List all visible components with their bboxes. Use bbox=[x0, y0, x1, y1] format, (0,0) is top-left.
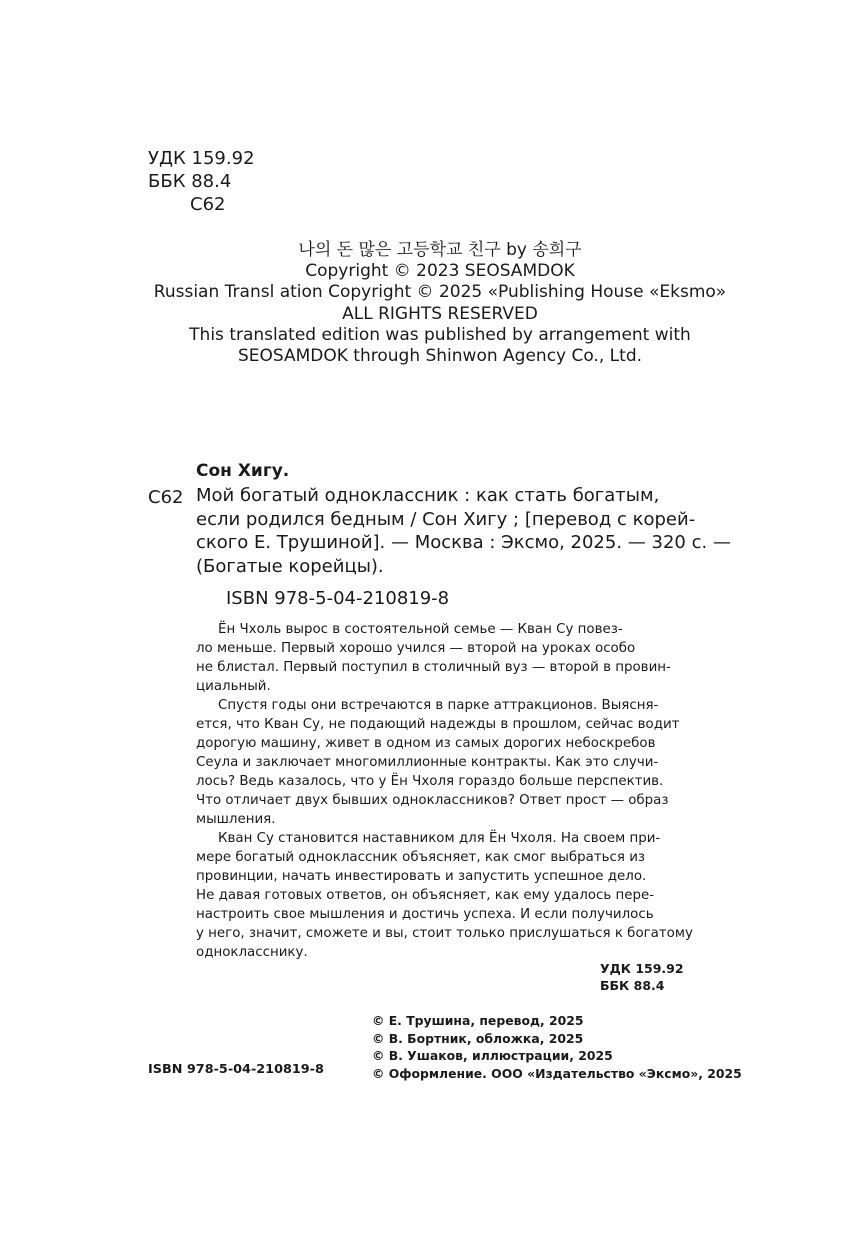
credit-line: © Е. Трушина, перевод, 2025 bbox=[372, 1013, 584, 1028]
annotation-line: Спустя годы они встречаются в парке аттракционов. Выясня- bbox=[218, 698, 659, 713]
annotation-line: лось? Ведь казалось, что у Ён Чхоля гораздо больше перспектив. bbox=[196, 774, 664, 789]
annotation-paragraph bbox=[196, 620, 726, 696]
annotation-line: дорогую машину, живет в одном из самых дорогих небоскребов bbox=[196, 736, 656, 751]
annotation-line: Сеула и заключает многомиллионные контракты. Как это случи- bbox=[196, 755, 659, 770]
annotation-paragraph bbox=[196, 829, 726, 962]
rights-line: ALL RIGHTS RESERVED bbox=[342, 303, 538, 324]
arrangement-line-1: This translated edition was published by arrangement with bbox=[189, 324, 691, 345]
annotation-line: Ён Чхоль вырос в состоятельной семье — Кван Су повез- bbox=[218, 622, 623, 637]
annotation-line: провинции, начать инвестировать и запустить успешное дело. bbox=[196, 869, 647, 884]
author-sign-code: С62 bbox=[190, 194, 226, 215]
biblio-line: (Богатые корейцы). bbox=[196, 555, 384, 577]
author-heading: Сон Хигу. bbox=[196, 461, 290, 481]
annotation-line: циальный. bbox=[196, 679, 271, 694]
biblio-line: ского Е. Трушиной]. — Москва : Эксмо, 2025. — 320 с. — bbox=[196, 532, 731, 553]
annotation bbox=[196, 620, 726, 962]
translation-copyright-line: Russian Transl ation Copyright © 2025 «Publishing House «Eksmo» bbox=[153, 282, 727, 303]
bottom-udk-code: УДК 159.92 bbox=[600, 961, 684, 976]
bottom-bbk-code: ББК 88.4 bbox=[600, 978, 665, 993]
copyright-line: Copyright © 2023 SEOSAMDOK bbox=[305, 261, 575, 282]
credit-line: © В. Бортник, обложка, 2025 bbox=[372, 1030, 584, 1046]
annotation-line: ло меньше. Первый хорошо учился — второй на уроках особо bbox=[196, 641, 636, 656]
isbn-main: ISBN 978-5-04-210819-8 bbox=[226, 588, 450, 609]
credits-block bbox=[372, 1012, 742, 1082]
annotation-line: мышления. bbox=[196, 812, 276, 827]
original-title-line: 나의 돈 많은 고등학교 친구 by 송희구 bbox=[298, 240, 582, 260]
bottom-classification bbox=[600, 960, 722, 994]
arrangement-line-2: SEOSAMDOK through Shinwon Agency Co., Ltd. bbox=[237, 346, 643, 367]
bibliographic-code: С62 bbox=[148, 487, 184, 508]
biblio-line: если родился бедным / Сон Хигу ; [перевод с корей- bbox=[196, 508, 696, 530]
annotation-line: Что отличает двух бывших одноклассников? Ответ прост — образ bbox=[196, 793, 669, 808]
annotation-line: ется, что Кван Су, не подающий надежды в прошлом, сейчас водит bbox=[196, 717, 680, 732]
annotation-paragraph bbox=[196, 696, 726, 829]
annotation-line: Не давая готовых ответов, он объясняет, как ему удалось пере- bbox=[196, 888, 655, 903]
annotation-line: мере богатый одноклассник объясняет, как смог выбраться из bbox=[196, 850, 646, 865]
bibliographic-description bbox=[196, 484, 731, 578]
bbk-code: ББК 88.4 bbox=[148, 171, 232, 192]
annotation-line: однокласснику. bbox=[196, 945, 308, 960]
credit-line: © Оформление. ООО «Издательство «Эксмо», 2025 bbox=[372, 1065, 742, 1081]
credit-line: © В. Ушаков, иллюстрации, 2025 bbox=[372, 1048, 613, 1063]
annotation-line: настроить свое мышления и достичь успеха. И если получилось bbox=[196, 907, 654, 922]
annotation-line: Кван Су становится наставником для Ён Чхоля. На своем при- bbox=[218, 831, 661, 846]
copyright-block bbox=[110, 240, 770, 367]
biblio-line: Мой богатый одноклассник : как стать богатым, bbox=[196, 485, 660, 506]
annotation-line: не блистал. Первый поступил в столичный вуз — второй в провин- bbox=[196, 660, 671, 675]
udk-code: УДК 159.92 bbox=[148, 148, 255, 169]
annotation-line: у него, значит, сможете и вы, стоит только прислушаться к богатому bbox=[196, 926, 693, 941]
isbn-bottom: ISBN 978-5-04-210819-8 bbox=[148, 1062, 324, 1077]
